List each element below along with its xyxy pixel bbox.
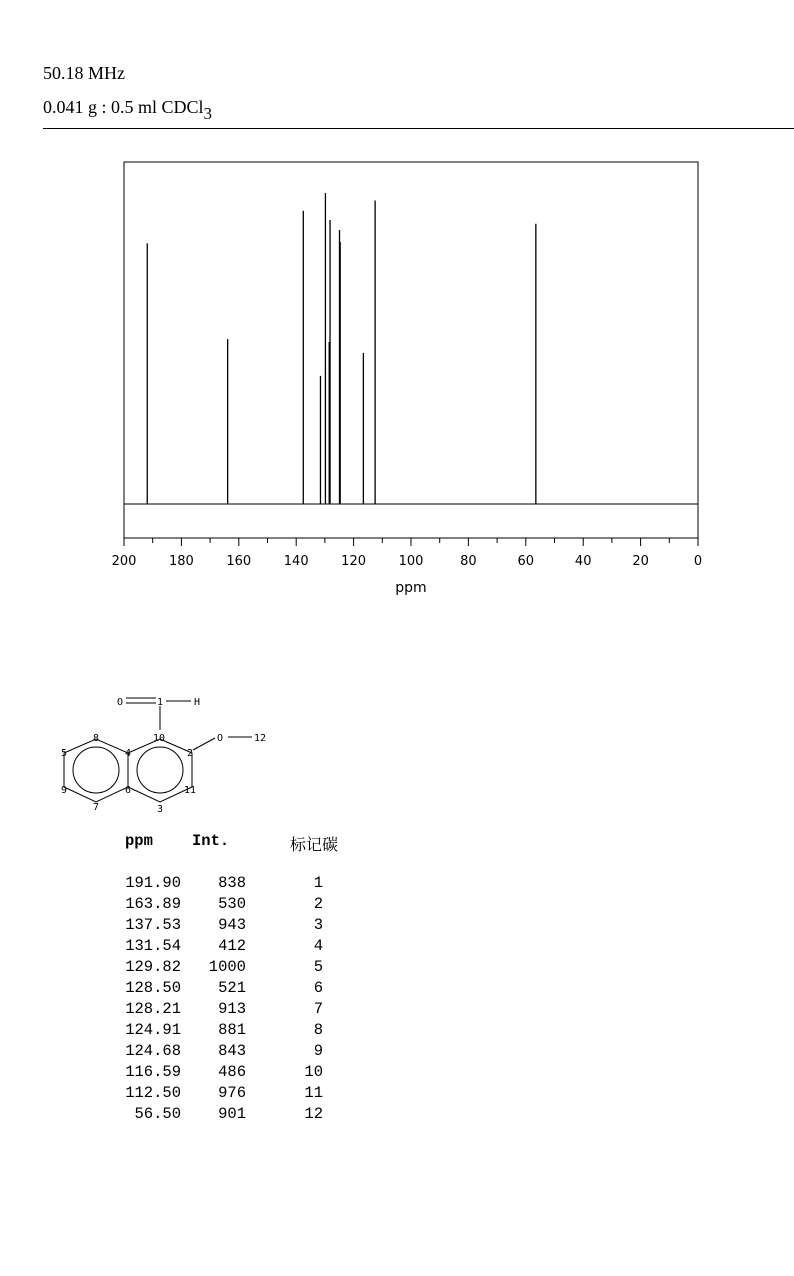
tick-label-200: 200 <box>111 554 137 569</box>
tick-label-0: 0 <box>693 554 703 569</box>
table-cell-intensity: 943 <box>218 916 246 934</box>
table-cell-intensity: 838 <box>218 874 246 892</box>
tick-label-120: 120 <box>341 554 367 569</box>
atom-label-9: 9 <box>61 785 68 796</box>
atom-label-h: H <box>194 697 201 708</box>
nmr-spectrum-chart <box>0 0 794 620</box>
table-cell-intensity: 881 <box>218 1021 246 1039</box>
table-cell-ppm: 124.91 <box>125 1021 181 1039</box>
table-cell-intensity: 486 <box>218 1063 246 1081</box>
table-cell-ppm: 124.68 <box>125 1042 181 1060</box>
table-cell-intensity: 913 <box>218 1000 246 1018</box>
atom-label-5: 5 <box>61 748 68 759</box>
atom-label-6: 6 <box>125 785 132 796</box>
tick-label-40: 40 <box>574 554 592 569</box>
table-cell-ppm: 131.54 <box>125 937 181 955</box>
table-header-carbon-label: 标记碳 <box>290 835 339 854</box>
table-cell-ppm: 163.89 <box>125 895 181 913</box>
plot-frame <box>124 162 698 538</box>
tick-label-80: 80 <box>460 554 477 569</box>
tick-label-160: 160 <box>226 554 252 569</box>
table-cell-carbon: 2 <box>313 895 323 913</box>
spectrometer-frequency: 50.18 MHz <box>43 63 125 83</box>
table-cell-ppm: 112.50 <box>125 1084 181 1102</box>
atom-label-11: 11 <box>184 785 197 796</box>
tick-label-140: 140 <box>283 554 309 569</box>
table-cell-ppm: 128.50 <box>125 979 181 997</box>
table-cell-intensity: 521 <box>218 979 246 997</box>
sample-text: 0.041 g : 0.5 ml CDCl <box>43 97 204 117</box>
table-cell-carbon: 11 <box>304 1084 323 1102</box>
table-cell-carbon: 9 <box>313 1042 323 1060</box>
table-cell-carbon: 1 <box>313 874 323 892</box>
table-cell-intensity: 1000 <box>208 958 246 976</box>
x-axis-ticks <box>124 538 698 546</box>
table-header-intensity: Int. <box>192 832 230 850</box>
table-header-ppm: ppm <box>125 832 153 850</box>
atom-label-2: 2 <box>187 748 194 759</box>
atom-label-1: 1 <box>157 697 164 708</box>
atom-label-o-methoxy: O <box>217 733 224 744</box>
table-cell-intensity: 412 <box>218 937 246 955</box>
tick-label-60: 60 <box>517 554 535 569</box>
table-cell-intensity: 976 <box>218 1084 246 1102</box>
atom-label-3: 3 <box>157 804 164 815</box>
x-axis-tick-labels <box>112 554 703 569</box>
table-cell-carbon: 12 <box>304 1105 323 1123</box>
table-cell-ppm: 137.53 <box>125 916 181 934</box>
atom-label-7: 7 <box>93 802 100 813</box>
table-cell-intensity: 843 <box>218 1042 246 1060</box>
tick-label-20: 20 <box>632 554 649 569</box>
table-cell-ppm: 191.90 <box>125 874 181 892</box>
table-cell-carbon: 3 <box>313 916 323 934</box>
atom-label-4: 4 <box>125 748 132 759</box>
table-cell-ppm: 128.21 <box>125 1000 181 1018</box>
atom-label-12: 12 <box>254 733 267 744</box>
table-cell-ppm: 116.59 <box>125 1063 181 1081</box>
atom-label-8: 8 <box>93 733 100 744</box>
tick-label-180: 180 <box>168 554 194 569</box>
atom-label-10: 10 <box>153 733 166 744</box>
table-cell-carbon: 6 <box>313 979 323 997</box>
sample-subscript: 3 <box>203 104 213 123</box>
tick-label-100: 100 <box>398 554 424 569</box>
table-cell-intensity: 901 <box>218 1105 246 1123</box>
table-cell-carbon: 7 <box>313 1000 323 1018</box>
x-axis-label: ppm <box>395 580 427 596</box>
table-cell-ppm: 129.82 <box>125 958 181 976</box>
table-cell-intensity: 530 <box>218 895 246 913</box>
table-cell-carbon: 5 <box>313 958 323 976</box>
atom-label-o-carbonyl: O <box>117 697 124 708</box>
peaks <box>147 193 536 504</box>
table-cell-carbon: 8 <box>313 1021 323 1039</box>
table-cell-carbon: 4 <box>313 937 323 955</box>
table-cell-carbon: 10 <box>304 1063 323 1081</box>
table-cell-ppm: 56.50 <box>134 1105 181 1123</box>
